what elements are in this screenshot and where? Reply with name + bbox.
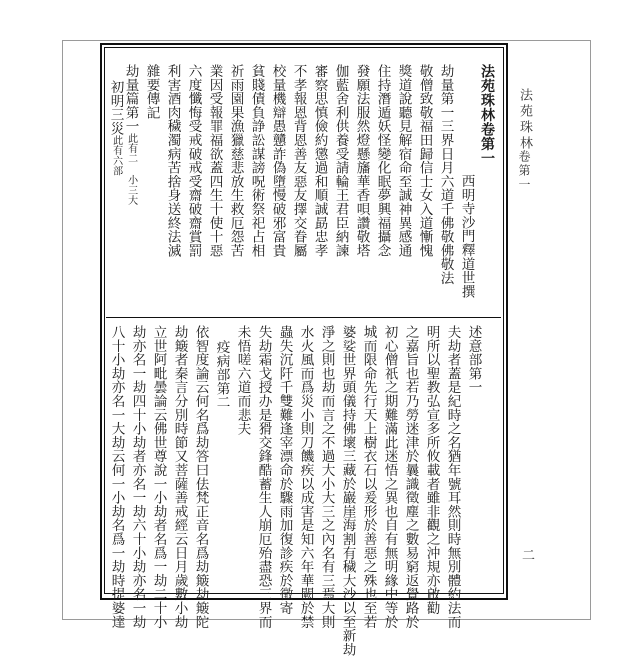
toc-line-15: 雜要傳記 (143, 64, 160, 120)
body-line-16: 八十小劫亦名一大劫云何一小劫名爲一劫時提婆達 (108, 325, 125, 629)
body-line-7: 淨之則也劫而言之不過大小大三之內名有三焉大則 (318, 325, 335, 629)
toc-line-3: 獎道說聽見解宿命至誠神異感通 (395, 64, 412, 258)
body-line-1: 夫劫者蓋是紀時之名猶年號耳然則時無別體約法而 (444, 325, 461, 629)
toc-line-10: 貧賤債負諍訟謀謗呪術祭祀占相 (248, 64, 265, 258)
toc-line-8: 不孝報恩背恩善友惡友擇交眷屬 (290, 64, 307, 258)
toc-line-13: 六度懺悔受戒破戒受齋破齋賞罰 (185, 64, 202, 258)
register-divider (106, 317, 501, 318)
body-line-11: 未悟嗟六道而悲夫 (234, 325, 251, 436)
body-line-4: 初心僧祇之期難滿此迷悟之異也自有無明緣中等於 (381, 325, 398, 629)
body-line-6: 婆娑世界頭儀持佛壞三藏於巖崖海割有穢大沙以至新劫 (339, 325, 356, 656)
body-line-10: 失劫霜戈授办是猾交鋒酷蓄生人崩厄殆盡恐三界而 (255, 325, 272, 629)
toc-line-14: 利害酒肉穢濁病苦捨身送終法滅 (164, 64, 181, 258)
body-line-3: 之嘉旨也若乃勞迷津於曩識徵塵之數易窮返覺路於 (402, 325, 419, 629)
subsection-heading-note: 此有六部 (110, 135, 122, 177)
toc-line-9: 校量機辯愚戇詐偽墮慢破邪富貴 (269, 64, 286, 258)
toc-line-6: 伽藍舍利供養受請輪王君臣納諫 (332, 64, 349, 258)
body-line-14: 立世阿毗曇論云佛世尊說一小劫者名爲一劫二十小 (150, 325, 167, 629)
page-number: 二 (519, 548, 534, 561)
chapter-heading (123, 64, 137, 205)
book-title: 法苑珠林卷第一 (479, 64, 495, 166)
chapter-heading-note: 此有二 小三大 (125, 133, 137, 206)
body-line-12: 依智度論云何名爲劫答曰佉梵正音名爲劫簸劫簸陀 (192, 325, 209, 629)
body-line-13: 劫簸者秦言分別時節又菩薩善戒經云日月歲數小劫 (171, 325, 188, 629)
toc-line-12: 業因受報罪福欲蓋四生十使十惡 (206, 64, 223, 258)
subsection-heading-main: 初明三災 (107, 80, 124, 136)
toc-line-4: 住持潛遁妖怪變化眠夢興福攝念 (374, 64, 391, 258)
body-line-2: 明所以聖教弘宣多所攸載者雖非觀之沖規亦啟勸 (423, 325, 440, 615)
margin-volume: 卷第一 (517, 150, 531, 192)
subsection-heading (108, 80, 122, 176)
toc-line-2: 敬僧致敬福田歸信士女入道慚愧 (416, 64, 433, 258)
section-heading: 疫病部第二 (213, 340, 230, 409)
body-line-9: 蟲失沉阡千雙難逢宰漂命於驟雨加復診疾於徵寄 (276, 325, 293, 615)
body-line-5: 城而限命先行天上樹衣石以爰形於善惡之殊也至若 (360, 325, 377, 629)
section-first: 述意部第一 (465, 325, 482, 394)
toc-line-11: 祈雨園果漁獵慈悲放生救厄怨苦 (227, 64, 244, 258)
margin-book-title: 法苑珠林 (517, 88, 532, 152)
toc-line-1: 劫量第一三界日月六道千佛敬佛敬法 (437, 64, 454, 285)
body-line-8: 水火風而爲災小則刀饑疾以成害是知六年華闕於禁 (297, 325, 314, 629)
chapter-heading-main: 劫量篇第一 (122, 64, 139, 133)
toc-line-5: 發願法服然燈懸旛華香唄讚敬塔 (353, 64, 370, 258)
author-line: 西明寺沙門釋道世撰 (458, 174, 475, 299)
toc-line-7: 審察思慎儉約懲過和順誠勗忠孝 (311, 64, 328, 258)
body-line-15: 劫亦名一劫四十小劫者亦名一劫六十小劫亦名一劫 (129, 325, 146, 629)
